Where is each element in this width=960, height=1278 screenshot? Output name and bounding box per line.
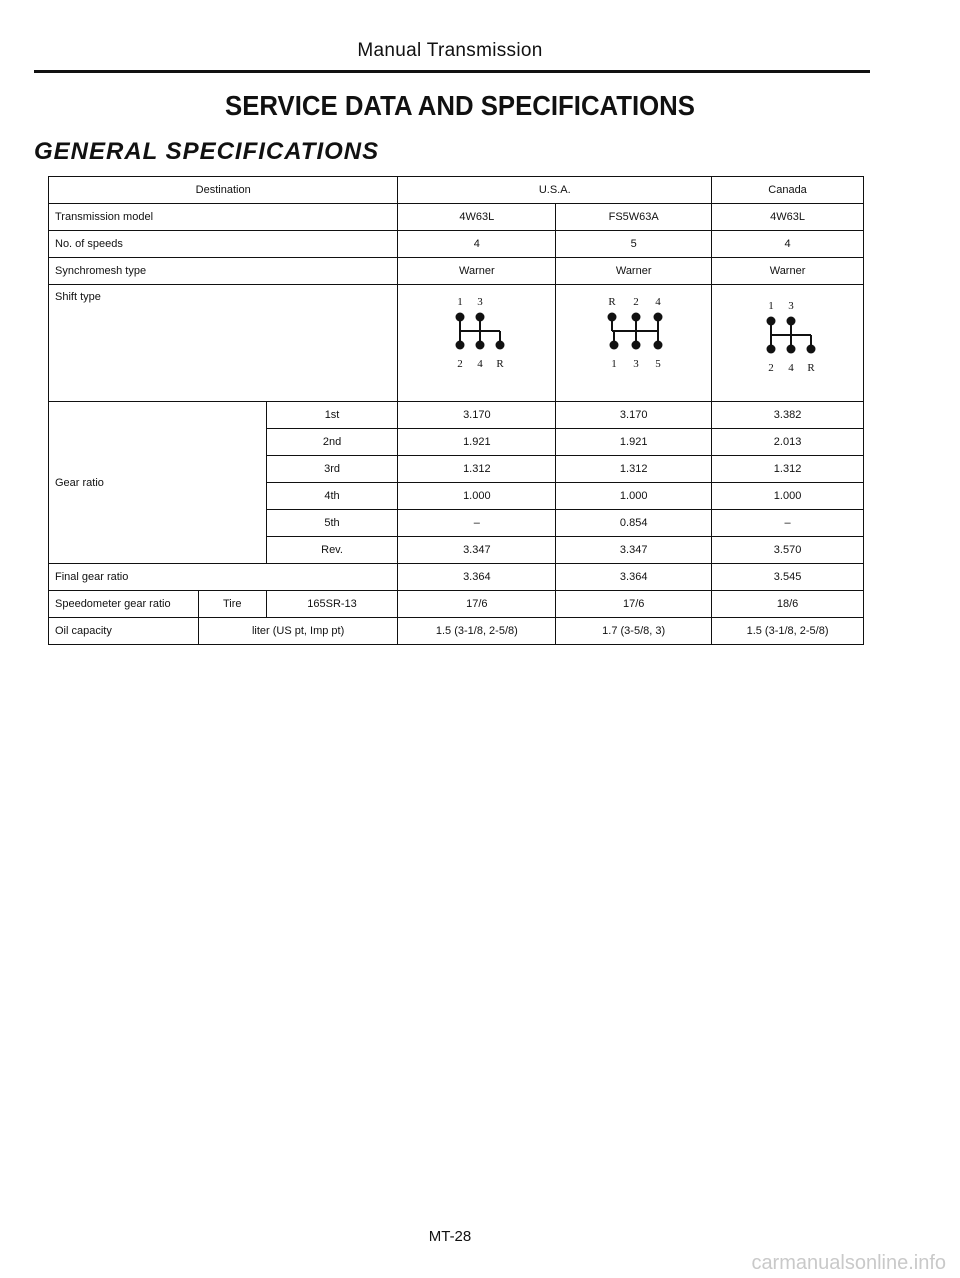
cell-ratio: – xyxy=(398,510,556,537)
cell-synchro-usa5: Warner xyxy=(556,258,712,285)
shift-label-bottom: 3 xyxy=(632,358,639,370)
gear-label-2nd: 2nd xyxy=(266,429,398,456)
cell-ratio: – xyxy=(712,510,864,537)
cell-speeds-canada: 4 xyxy=(712,231,864,258)
cell-ratio: 1.000 xyxy=(556,483,712,510)
shift-label-bottom: 2 xyxy=(457,358,463,370)
shift-label-bottom: 1 xyxy=(610,358,617,370)
oil-unit-label: liter (US pt, Imp pt) xyxy=(198,618,398,645)
cell-ratio: 3.170 xyxy=(398,402,556,429)
shift-label-bottom: 5 xyxy=(654,358,661,370)
page-number: MT-28 xyxy=(428,1228,472,1245)
cell-ratio: 1.921 xyxy=(398,429,556,456)
shift-label-top: 3 xyxy=(787,300,794,312)
cell-ratio: 0.854 xyxy=(556,510,712,537)
cell-ratio: 1.000 xyxy=(712,483,864,510)
synchromesh-label: Synchromesh type xyxy=(49,258,398,285)
shift-type-label: Shift type xyxy=(49,285,398,402)
cell-speedo: 17/6 xyxy=(556,591,712,618)
cell-model-usa5: FS5W63A xyxy=(556,204,712,231)
shift-cell-canada xyxy=(712,285,864,402)
page-title: SERVICE DATA AND SPECIFICATIONS xyxy=(225,90,695,121)
cell-ratio: 3.382 xyxy=(712,402,864,429)
gear-label-1st: 1st xyxy=(266,402,398,429)
tire-value: 165SR-13 xyxy=(266,591,398,618)
destination-label: Destination xyxy=(49,177,398,204)
watermark: carmanualsonline.info xyxy=(751,1252,946,1274)
cell-ratio: 1.312 xyxy=(398,456,556,483)
cell-speeds-usa4: 4 xyxy=(398,231,556,258)
cell-ratio: 2.013 xyxy=(712,429,864,456)
cell-model-usa4: 4W63L xyxy=(398,204,556,231)
shift-label-top: 4 xyxy=(654,296,661,308)
gear-ratio-label: Gear ratio xyxy=(49,402,267,564)
shift-pattern-4speed-icon xyxy=(738,285,838,385)
cell-ratio: 1.312 xyxy=(712,456,864,483)
cell-ratio: 3.170 xyxy=(556,402,712,429)
cell-ratio: 1.921 xyxy=(556,429,712,456)
cell-final: 3.364 xyxy=(556,564,712,591)
cell-ratio: 1.000 xyxy=(398,483,556,510)
cell-model-canada: 4W63L xyxy=(712,204,864,231)
gear-label-3rd: 3rd xyxy=(266,456,398,483)
shift-label-bottom: 4 xyxy=(477,358,483,370)
shift-pattern-4speed-icon xyxy=(427,285,527,385)
cell-ratio: 3.570 xyxy=(712,537,864,564)
cell-speedo: 18/6 xyxy=(712,591,864,618)
final-gear-ratio-label: Final gear ratio xyxy=(49,564,398,591)
speeds-label: No. of speeds xyxy=(49,231,398,258)
shift-label-bottom: 4 xyxy=(787,362,794,374)
specs-table xyxy=(48,176,864,645)
shift-label-top: 3 xyxy=(477,296,483,308)
tire-label: Tire xyxy=(198,591,266,618)
shift-label-top: 2 xyxy=(632,296,639,308)
shift-label-bottom: 2 xyxy=(767,362,774,374)
transmission-model-label: Transmission model xyxy=(49,204,398,231)
cell-synchro-usa4: Warner xyxy=(398,258,556,285)
shift-label-top: 1 xyxy=(767,300,774,312)
shift-label-top: 1 xyxy=(457,296,463,308)
header-rule xyxy=(34,70,870,73)
canada-header: Canada xyxy=(712,177,864,204)
cell-speeds-usa5: 5 xyxy=(556,231,712,258)
cell-ratio: 1.312 xyxy=(556,456,712,483)
cell-final: 3.545 xyxy=(712,564,864,591)
shift-cell-usa4 xyxy=(398,285,556,402)
shift-label-bottom: R xyxy=(496,358,504,370)
cell-speedo: 17/6 xyxy=(398,591,556,618)
gear-label-4th: 4th xyxy=(266,483,398,510)
page-header: Manual Transmission xyxy=(357,40,543,61)
section-title: GENERAL SPECIFICATIONS xyxy=(34,138,380,165)
oil-capacity-label: Oil capacity xyxy=(49,618,199,645)
cell-oil: 1.5 (3-1/8, 2-5/8) xyxy=(398,618,556,645)
cell-oil: 1.5 (3-1/8, 2-5/8) xyxy=(712,618,864,645)
cell-ratio: 3.347 xyxy=(556,537,712,564)
cell-ratio: 3.347 xyxy=(398,537,556,564)
cell-synchro-canada: Warner xyxy=(712,258,864,285)
speedometer-gear-ratio-label: Speedometer gear ratio xyxy=(49,591,199,618)
cell-oil: 1.7 (3-5/8, 3) xyxy=(556,618,712,645)
gear-label-rev: Rev. xyxy=(266,537,398,564)
cell-final: 3.364 xyxy=(398,564,556,591)
shift-label-bottom: R xyxy=(806,362,815,374)
shift-label-top: R xyxy=(608,296,616,308)
shift-cell-usa5 xyxy=(556,285,712,402)
shift-pattern-5speed-icon xyxy=(584,285,684,385)
gear-label-5th: 5th xyxy=(266,510,398,537)
usa-header: U.S.A. xyxy=(398,177,712,204)
